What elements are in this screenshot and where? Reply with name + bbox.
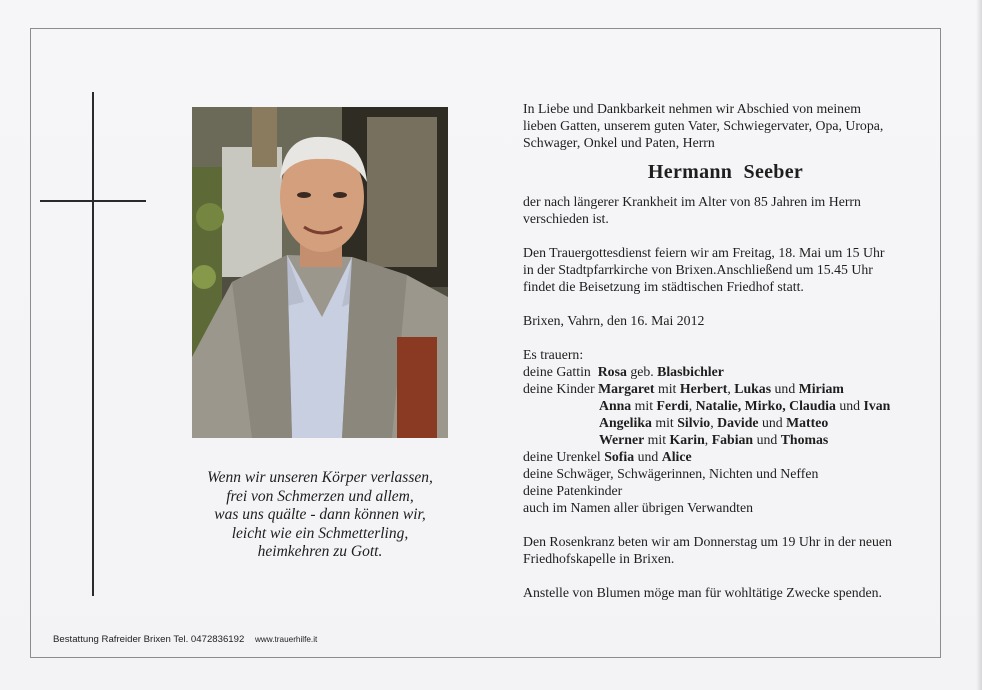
poem-line: heimkehren zu Gott. bbox=[257, 543, 383, 560]
service-line: in der Stadtpfarrkirche von Brixen.Anschließend um 15.45 Uhr bbox=[523, 262, 873, 277]
mourner-other: deine Schwäger, Schwägerinnen, Nichten und Neffen bbox=[523, 466, 819, 481]
great-grandchild-name: Alice bbox=[661, 449, 692, 464]
service-line: Den Trauergottesdienst feiern wir am Freitag, 18. Mai um 15 Uhr bbox=[523, 245, 885, 260]
grandchild-name: Natalie, Mirko, Claudia bbox=[695, 398, 836, 413]
scan-edge-shadow bbox=[976, 0, 982, 690]
partner-name: Karin bbox=[669, 432, 705, 447]
spouse-geb: geb. bbox=[630, 364, 654, 379]
child-name: Margaret bbox=[598, 381, 655, 396]
rosary-paragraph bbox=[523, 533, 928, 567]
intro-line: In Liebe und Dankbarkeit nehmen wir Abschied von meinem bbox=[523, 101, 861, 116]
flowers-note: Anstelle von Blumen möge man für wohltätige Zwecke spenden. bbox=[523, 585, 883, 600]
portrait-illustration bbox=[192, 107, 448, 438]
comma: , bbox=[688, 398, 693, 413]
website-link[interactable]: www.trauerhilfe.it bbox=[254, 635, 318, 644]
intro-line: lieben Gatten, unserem guten Vater, Schwiegervater, Opa, Uropa, bbox=[523, 118, 884, 133]
mourners-heading: Es trauern: bbox=[523, 347, 584, 362]
mourner-great-grandchildren bbox=[523, 448, 928, 465]
rosary-line: Friedhofskapelle in Brixen. bbox=[523, 551, 675, 566]
grandchild-name: Miriam bbox=[798, 381, 844, 396]
poem-line: frei von Schmerzen und allem, bbox=[226, 487, 414, 505]
deceased-name: Hermann Seeber bbox=[647, 161, 804, 183]
child-row bbox=[523, 414, 928, 431]
child-name: Anna bbox=[599, 398, 632, 413]
partner-name: Ferdi bbox=[656, 398, 689, 413]
mit-word: mit bbox=[647, 432, 667, 447]
death-paragraph bbox=[523, 193, 928, 227]
mourner-other: auch im Namen aller übrigen Verwandten bbox=[523, 500, 753, 515]
mourner-other: deine Patenkinder bbox=[523, 483, 623, 498]
und-word: und bbox=[839, 398, 861, 413]
announcement-text bbox=[523, 100, 928, 601]
comma: , bbox=[710, 415, 714, 430]
cross-icon-horizontal bbox=[40, 200, 146, 202]
place-date: Brixen, Vahrn, den 16. Mai 2012 bbox=[523, 313, 705, 328]
death-line: der nach längerer Krankheit im Alter von 85 Jahren im Herrn bbox=[523, 194, 861, 209]
und-word: und bbox=[756, 432, 778, 447]
great-grandchild-name: Sofia bbox=[604, 449, 635, 464]
child-name: Angelika bbox=[599, 415, 652, 430]
child-name: Werner bbox=[599, 432, 645, 447]
und-word: und bbox=[774, 381, 796, 396]
child-row bbox=[523, 380, 928, 397]
children-label: deine Kinder bbox=[523, 381, 595, 396]
partner-name: Herbert bbox=[679, 381, 728, 396]
grandchild-name: Matteo bbox=[786, 415, 829, 430]
death-line: verschieden ist. bbox=[523, 211, 609, 226]
funeral-home-contact: Bestattung Rafreider Brixen Tel. 0472836192 bbox=[53, 634, 245, 645]
service-line: findet die Beisetzung im städtischen Friedhof statt. bbox=[523, 279, 804, 294]
child-row bbox=[523, 397, 928, 414]
intro-line: Schwager, Onkel und Paten, Herrn bbox=[523, 135, 715, 150]
und-word: und bbox=[761, 415, 783, 430]
footer bbox=[53, 634, 317, 645]
mit-word: mit bbox=[655, 415, 674, 430]
intro-paragraph bbox=[523, 100, 928, 151]
poem-line: was uns quälte - dann können wir, bbox=[214, 506, 426, 523]
rosary-line: Den Rosenkranz beten wir am Donnerstag um 19 Uhr in der neuen bbox=[523, 534, 892, 549]
grandchild-name: Lukas bbox=[734, 381, 772, 396]
great-grandchildren-label: deine Urenkel bbox=[523, 449, 601, 464]
mit-word: mit bbox=[657, 381, 677, 396]
child-row bbox=[523, 431, 928, 448]
poem-line: Wenn wir unseren Körper verlassen, bbox=[207, 469, 433, 486]
comma: , bbox=[704, 432, 709, 447]
poem bbox=[170, 469, 470, 562]
spouse-maiden-name: Blasbichler bbox=[657, 364, 724, 379]
mourner-spouse bbox=[523, 363, 928, 380]
partner-name: Silvio bbox=[677, 415, 711, 430]
comma: , bbox=[727, 381, 731, 396]
und-word: und bbox=[637, 449, 659, 464]
grandchild-name: Thomas bbox=[780, 432, 829, 447]
portrait-photo bbox=[192, 107, 448, 438]
spouse-first-name: Rosa bbox=[597, 364, 627, 379]
grandchild-name: Fabian bbox=[711, 432, 754, 447]
cross-icon-vertical bbox=[92, 92, 94, 596]
service-paragraph bbox=[523, 244, 928, 295]
mourners-list bbox=[523, 346, 928, 516]
grandchild-name: Davide bbox=[717, 415, 759, 430]
mit-word: mit bbox=[634, 398, 654, 413]
grandchild-name: Ivan bbox=[863, 398, 891, 413]
spouse-label: deine Gattin bbox=[523, 364, 591, 379]
poem-line: leicht wie ein Schmetterling, bbox=[231, 524, 409, 542]
